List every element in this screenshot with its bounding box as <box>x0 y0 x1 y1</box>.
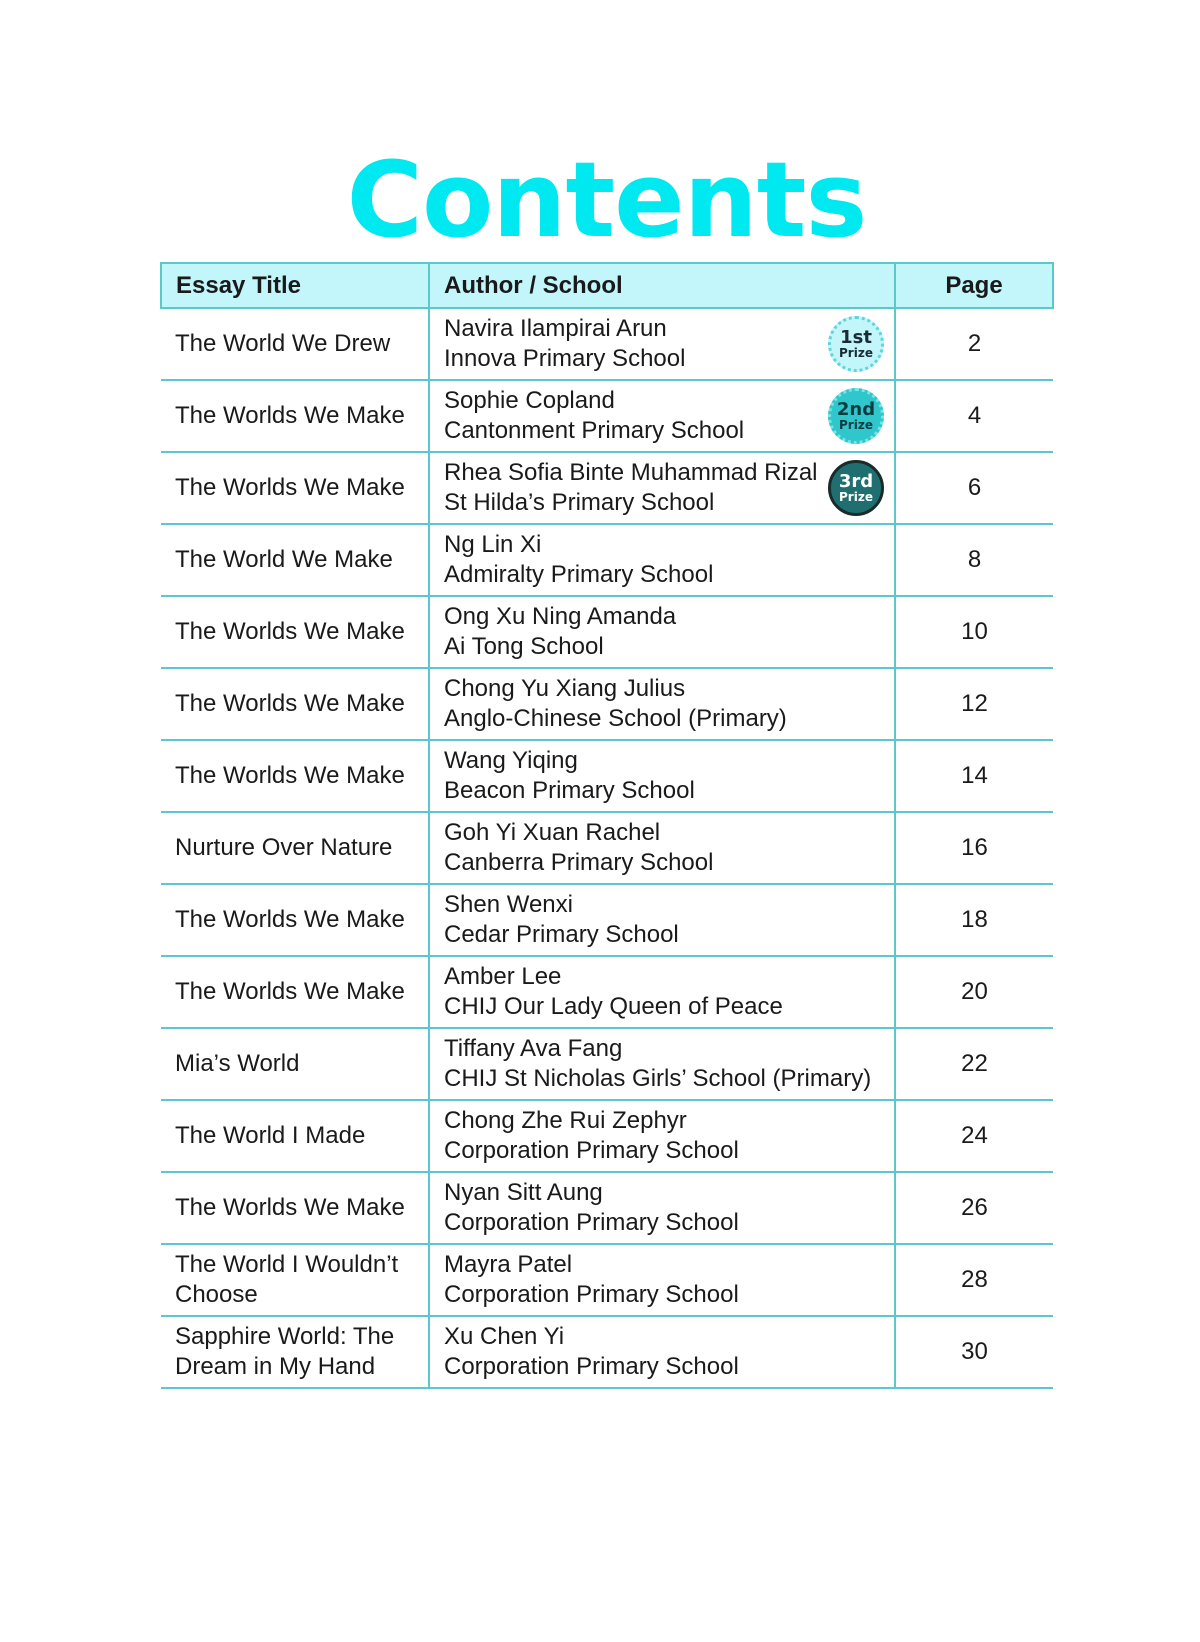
author-school-cell <box>429 1100 895 1172</box>
author-school: Admiralty Primary School <box>444 561 714 588</box>
table-row <box>161 524 1053 596</box>
page-number: 30 <box>895 1316 1053 1388</box>
author-school: Corporation Primary School <box>444 1137 739 1164</box>
page-number: 24 <box>895 1100 1053 1172</box>
page-number: 26 <box>895 1172 1053 1244</box>
author-school-cell <box>429 812 895 884</box>
author-name: Rhea Sofia Binte Muhammad Rizal <box>444 459 818 486</box>
header-essay-title: Essay Title <box>161 263 429 308</box>
author-school: Cedar Primary School <box>444 921 679 948</box>
author-school-cell <box>429 740 895 812</box>
prize-rank: 2nd <box>836 398 876 420</box>
page-number: 22 <box>895 1028 1053 1100</box>
author-school: CHIJ St Nicholas Girls’ School (Primary) <box>444 1065 872 1092</box>
author-school-cell <box>429 524 895 596</box>
header-page: Page <box>895 263 1053 308</box>
author-school: Canberra Primary School <box>444 849 714 876</box>
author-school: Corporation Primary School <box>444 1353 739 1380</box>
prize-label: Prize <box>839 417 873 432</box>
author-name: Wang Yiqing <box>444 747 578 774</box>
author-school-cell <box>429 1172 895 1244</box>
author-school-cell <box>429 884 895 956</box>
table-row <box>161 308 1053 380</box>
table-row <box>161 1100 1053 1172</box>
author-name: Mayra Patel <box>444 1251 573 1278</box>
table-row <box>161 956 1053 1028</box>
author-name: Shen Wenxi <box>444 891 573 918</box>
page-number: 28 <box>895 1244 1053 1316</box>
author-name: Amber Lee <box>444 963 562 990</box>
essay-title: The Worlds We Make <box>161 884 429 956</box>
author-name: Navira Ilampirai Arun <box>444 315 667 342</box>
table-row <box>161 380 1053 452</box>
author-school-cell <box>429 1244 895 1316</box>
essay-title: The World I Wouldn’t Choose <box>161 1244 429 1316</box>
essay-title: The Worlds We Make <box>161 1172 429 1244</box>
essay-title: Sapphire World: The Dream in My Hand <box>161 1316 429 1388</box>
page-title: Contents <box>346 139 867 261</box>
author-school-cell <box>429 1316 895 1388</box>
author-name: Ong Xu Ning Amanda <box>444 603 677 630</box>
page-number: 18 <box>895 884 1053 956</box>
author-school: Cantonment Primary School <box>444 417 745 444</box>
author-name: Goh Yi Xuan Rachel <box>444 819 661 846</box>
essay-title: The World I Made <box>161 1100 429 1172</box>
prize-rank: 1st <box>840 326 872 348</box>
essay-title: Mia’s World <box>161 1028 429 1100</box>
table-row <box>161 1316 1053 1388</box>
table-row <box>161 452 1053 524</box>
prize-badge-icon <box>828 460 884 516</box>
table-body <box>161 308 1053 1388</box>
author-school-cell <box>429 308 895 380</box>
table-row <box>161 812 1053 884</box>
author-school: Corporation Primary School <box>444 1281 739 1308</box>
author-school-cell <box>429 452 895 524</box>
page-number: 8 <box>895 524 1053 596</box>
essay-title: The Worlds We Make <box>161 956 429 1028</box>
author-name: Chong Zhe Rui Zephyr <box>444 1107 687 1134</box>
author-school: Corporation Primary School <box>444 1209 739 1236</box>
prize-badge-icon <box>828 388 884 444</box>
prize-badge-icon <box>828 316 884 372</box>
author-school: Anglo-Chinese School (Primary) <box>444 705 787 732</box>
author-name: Chong Yu Xiang Julius <box>444 675 686 702</box>
page-number: 16 <box>895 812 1053 884</box>
author-school: CHIJ Our Lady Queen of Peace <box>444 993 783 1020</box>
author-name: Tiffany Ava Fang <box>444 1035 623 1062</box>
author-school-cell <box>429 1028 895 1100</box>
essay-title: The Worlds We Make <box>161 668 429 740</box>
table-header-row <box>161 263 1053 308</box>
table-row <box>161 884 1053 956</box>
author-name: Ng Lin Xi <box>444 531 542 558</box>
table-row <box>161 596 1053 668</box>
essay-title: The World We Make <box>161 524 429 596</box>
author-school-cell <box>429 956 895 1028</box>
essay-title: The Worlds We Make <box>161 740 429 812</box>
table-row <box>161 1244 1053 1316</box>
essay-title: The Worlds We Make <box>161 452 429 524</box>
page-number: 12 <box>895 668 1053 740</box>
essay-title: The World We Drew <box>161 308 429 380</box>
page-number: 20 <box>895 956 1053 1028</box>
author-school: St Hilda’s Primary School <box>444 489 715 516</box>
author-school-cell <box>429 596 895 668</box>
table-row <box>161 740 1053 812</box>
author-school: Innova Primary School <box>444 345 686 372</box>
table-row <box>161 1172 1053 1244</box>
essay-title: Nurture Over Nature <box>161 812 429 884</box>
author-school-cell <box>429 380 895 452</box>
prize-rank: 3rd <box>838 470 874 492</box>
author-school: Beacon Primary School <box>444 777 695 804</box>
header-author-school: Author / School <box>429 263 895 308</box>
author-name: Nyan Sitt Aung <box>444 1179 603 1206</box>
page-number: 10 <box>895 596 1053 668</box>
essay-title: The Worlds We Make <box>161 380 429 452</box>
page-number: 6 <box>895 452 1053 524</box>
table-row <box>161 668 1053 740</box>
author-school-cell <box>429 668 895 740</box>
author-name: Sophie Copland <box>444 387 615 414</box>
author-school: Ai Tong School <box>444 633 604 660</box>
page-number: 14 <box>895 740 1053 812</box>
prize-label: Prize <box>839 489 873 504</box>
page-number: 2 <box>895 308 1053 380</box>
prize-label: Prize <box>839 345 873 360</box>
contents-table <box>160 262 1054 1389</box>
author-name: Xu Chen Yi <box>444 1323 565 1350</box>
essay-title: The Worlds We Make <box>161 596 429 668</box>
table-row <box>161 1028 1053 1100</box>
page-number: 4 <box>895 380 1053 452</box>
